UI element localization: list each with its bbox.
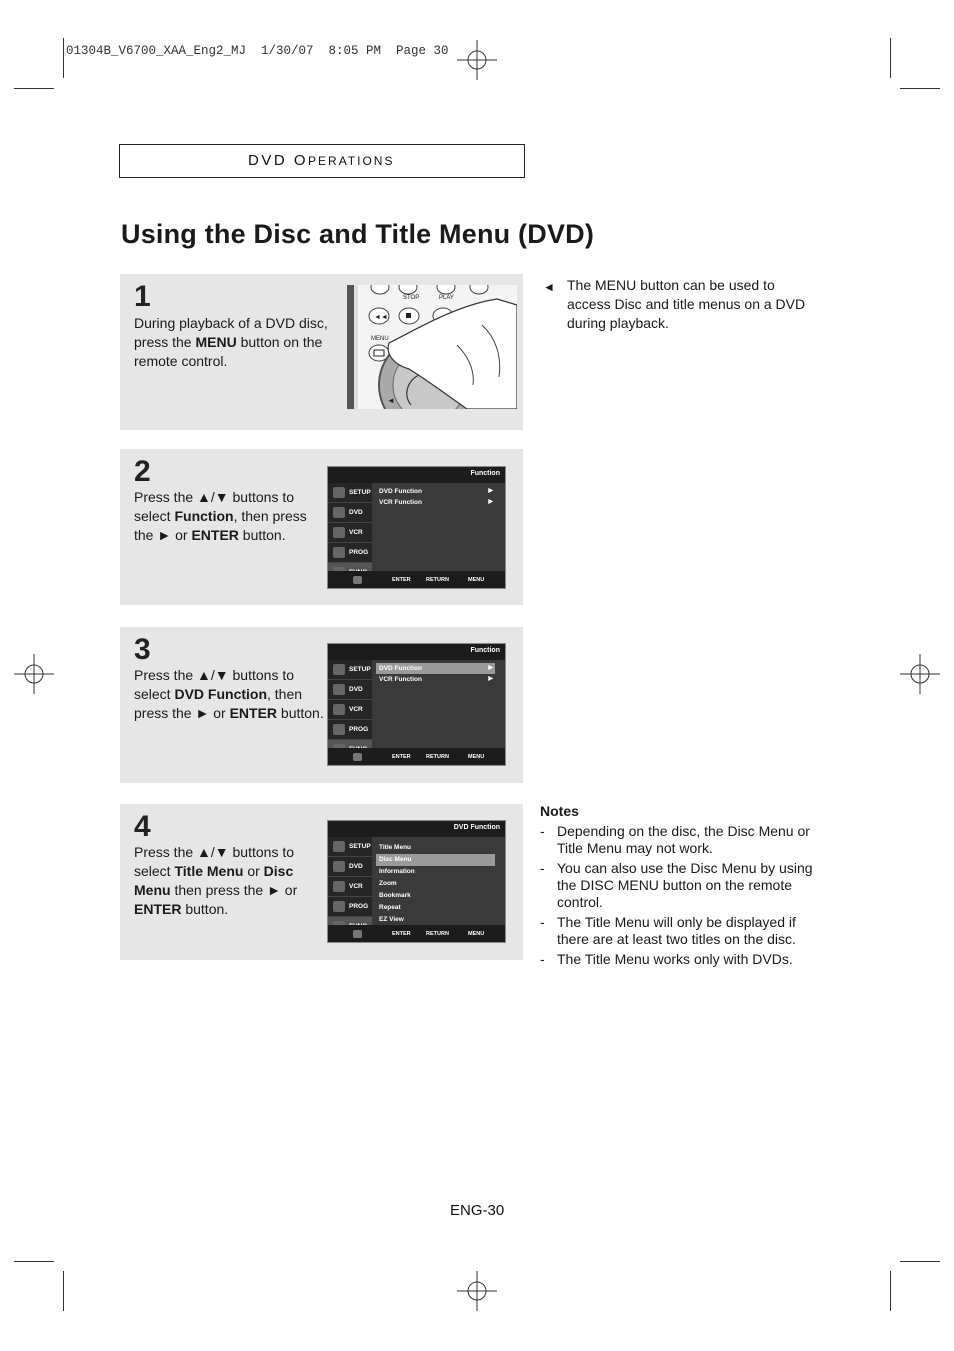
print-slug: 01304B_V6700_XAA_Eng2_MJ 1/30/07 8:05 PM Page 30 bbox=[66, 44, 449, 58]
step-text-bold: Disc Menu bbox=[134, 863, 294, 898]
osd-menu-item-label: Title Menu bbox=[379, 844, 412, 851]
page-title: Using the Disc and Title Menu (DVD) bbox=[121, 219, 595, 249]
osd-sidebar-prog bbox=[328, 897, 372, 917]
setup-gear-icon bbox=[333, 487, 345, 498]
osd-menu-item-selected bbox=[376, 663, 495, 674]
svg-text:◄: ◄ bbox=[387, 396, 395, 405]
registration-mark-icon bbox=[14, 654, 54, 694]
osd-sidebar-dvd bbox=[328, 503, 372, 523]
remote-play-label: PLAY bbox=[439, 295, 454, 301]
osd-sidebar-label: VCR bbox=[349, 529, 363, 536]
section-header bbox=[119, 144, 525, 178]
osd-menu-item-label: Information bbox=[379, 868, 415, 875]
remote-menu-label: MENU bbox=[371, 336, 389, 342]
step-text-part: then press the ► or bbox=[170, 882, 298, 898]
step-instruction bbox=[134, 314, 330, 371]
step-text-part: or bbox=[243, 863, 264, 879]
osd-menu-list bbox=[376, 663, 495, 685]
dvd-disc-icon bbox=[333, 684, 345, 695]
step-number: 4 bbox=[134, 810, 151, 843]
note-item: - Depending on the disc, the Disc Menu or Title Menu may not work. bbox=[540, 823, 830, 857]
step-text-bold: Function bbox=[174, 508, 234, 524]
osd-sidebar-vcr bbox=[328, 523, 372, 543]
osd-header-title: Function bbox=[470, 647, 500, 654]
step-text-part: button on the remote control. bbox=[134, 334, 323, 369]
osd-footer-return: RETURN bbox=[426, 577, 449, 583]
osd-menu-item-label: Disc Menu bbox=[379, 856, 412, 863]
osd-sidebar-prog bbox=[328, 543, 372, 563]
osd-menu-item-label: Repeat bbox=[379, 904, 401, 911]
osd-sidebar-label: DVD bbox=[349, 863, 363, 870]
crop-mark bbox=[63, 38, 64, 78]
step-text-part: button. bbox=[181, 901, 229, 917]
osd-menu-item bbox=[376, 902, 495, 914]
osd-menu-item-label: Bookmark bbox=[379, 892, 411, 899]
osd-screen-function bbox=[327, 466, 506, 589]
step-text-part: button. bbox=[238, 527, 286, 543]
osd-menu-item bbox=[376, 878, 495, 890]
note-item: - The Title Menu will only be displayed if there are at least two titles on the disc. bbox=[540, 914, 830, 948]
step-text-part: Press the ▲/▼ buttons to select bbox=[134, 489, 295, 524]
osd-footer-menu: MENU bbox=[468, 577, 485, 583]
osd-header-bar bbox=[328, 821, 505, 837]
osd-footer-bar bbox=[328, 925, 505, 942]
note-item: - You can also use the Disc Menu by using the DISC MENU button on the remote control. bbox=[540, 860, 830, 911]
crop-mark bbox=[14, 1261, 54, 1262]
registration-mark-icon bbox=[457, 40, 497, 80]
osd-footer-enter: ENTER bbox=[392, 931, 411, 937]
step-text-part: , then press the ► or bbox=[134, 508, 307, 543]
osd-header-title: Function bbox=[470, 470, 500, 477]
nav-pad-icon bbox=[353, 576, 362, 584]
osd-sidebar-setup bbox=[328, 660, 372, 680]
osd-sidebar-prog bbox=[328, 720, 372, 740]
osd-footer-return: RETURN bbox=[426, 931, 449, 937]
osd-sidebar-label: VCR bbox=[349, 883, 363, 890]
osd-sidebar-dvd bbox=[328, 680, 372, 700]
osd-sidebar-label: PROG bbox=[349, 903, 369, 910]
prog-clock-icon bbox=[333, 724, 345, 735]
step-3-panel bbox=[120, 627, 523, 783]
step-text-bold: DVD Function bbox=[174, 686, 268, 702]
step-2-panel bbox=[120, 449, 523, 605]
osd-sidebar-vcr bbox=[328, 877, 372, 897]
prog-clock-icon bbox=[333, 901, 345, 912]
osd-sidebar-label: PROG bbox=[349, 549, 369, 556]
crop-mark bbox=[63, 1271, 64, 1311]
vcr-tape-icon bbox=[333, 704, 345, 715]
step-text-part: , then press the ► or bbox=[134, 686, 303, 721]
osd-menu-item bbox=[376, 842, 495, 854]
step-number: 2 bbox=[134, 455, 151, 488]
osd-menu-list bbox=[376, 842, 495, 926]
osd-menu-item-label: DVD Function bbox=[379, 665, 422, 672]
step-number: 3 bbox=[134, 633, 151, 666]
step-instruction bbox=[134, 666, 330, 723]
side-note-text: The MENU button can be used to access Disc and title menus on a DVD during playback. bbox=[567, 277, 806, 331]
prog-clock-icon bbox=[333, 547, 345, 558]
step-text-bold: ENTER bbox=[134, 901, 182, 917]
osd-menu-item bbox=[376, 866, 495, 878]
registration-mark-icon bbox=[457, 1271, 497, 1311]
arrow-right-icon: ▶ bbox=[488, 488, 493, 494]
crop-mark bbox=[900, 1261, 940, 1262]
osd-menu-item-label: VCR Function bbox=[379, 676, 422, 683]
osd-menu-item bbox=[376, 890, 495, 902]
step-number: 1 bbox=[134, 280, 151, 313]
osd-menu-item bbox=[376, 497, 495, 508]
osd-sidebar-label: SETUP bbox=[349, 843, 371, 850]
osd-menu-item-label: DVD Function bbox=[379, 488, 422, 495]
step-4-panel bbox=[120, 804, 523, 960]
svg-text:◄◄: ◄◄ bbox=[374, 314, 388, 321]
osd-header-bar bbox=[328, 644, 505, 660]
vcr-tape-icon bbox=[333, 881, 345, 892]
notes-list bbox=[540, 823, 830, 968]
osd-header-bar bbox=[328, 467, 505, 483]
nav-pad-icon bbox=[353, 753, 362, 761]
crop-mark bbox=[890, 1271, 891, 1311]
remote-hand-icon bbox=[347, 285, 517, 409]
osd-footer-menu: MENU bbox=[468, 931, 485, 937]
osd-header-title: DVD Function bbox=[453, 824, 500, 831]
osd-sidebar-vcr bbox=[328, 700, 372, 720]
osd-menu-item-selected bbox=[376, 854, 495, 866]
step-text-bold: MENU bbox=[195, 334, 237, 350]
crop-mark bbox=[14, 88, 54, 89]
notes-section bbox=[540, 803, 830, 971]
registration-mark-icon bbox=[900, 654, 940, 694]
step-text-part: Press the ▲/▼ buttons to select bbox=[134, 667, 295, 702]
step-text-bold: Title Menu bbox=[174, 863, 244, 879]
osd-screen-function-selected bbox=[327, 643, 506, 766]
remote-stop-label: STOP bbox=[403, 295, 420, 301]
osd-sidebar-label: SETUP bbox=[349, 666, 371, 673]
osd-sidebar-setup bbox=[328, 837, 372, 857]
osd-menu-item-label: VCR Function bbox=[379, 499, 422, 506]
step-1-panel bbox=[120, 274, 523, 430]
osd-sidebar-label: PROG bbox=[349, 726, 369, 733]
arrow-right-icon: ▶ bbox=[488, 665, 493, 671]
section-header-first: DVD O bbox=[248, 152, 309, 169]
osd-footer-return: RETURN bbox=[426, 754, 449, 760]
section-header-rest: PERATIONS bbox=[308, 154, 395, 168]
osd-sidebar bbox=[328, 483, 372, 571]
dvd-disc-icon bbox=[333, 861, 345, 872]
osd-footer-bar bbox=[328, 571, 505, 588]
arrow-right-icon: ▶ bbox=[488, 676, 493, 682]
setup-gear-icon bbox=[333, 664, 345, 675]
page-number: ENG-30 bbox=[450, 1202, 505, 1219]
osd-sidebar-dvd bbox=[328, 857, 372, 877]
vcr-tape-icon bbox=[333, 527, 345, 538]
osd-footer-enter: ENTER bbox=[392, 577, 411, 583]
step-instruction bbox=[134, 488, 330, 545]
osd-sidebar-label: DVD bbox=[349, 686, 363, 693]
osd-footer-enter: ENTER bbox=[392, 754, 411, 760]
crop-mark bbox=[900, 88, 940, 89]
nav-pad-icon bbox=[353, 930, 362, 938]
step-text-part: button. bbox=[277, 705, 324, 721]
crop-mark bbox=[890, 38, 891, 78]
notes-title: Notes bbox=[540, 803, 579, 819]
osd-menu-item bbox=[376, 674, 495, 685]
dvd-disc-icon bbox=[333, 507, 345, 518]
osd-footer-bar bbox=[328, 748, 505, 765]
setup-gear-icon bbox=[333, 841, 345, 852]
osd-sidebar-setup bbox=[328, 483, 372, 503]
step-text-part: During playback of a DVD disc, press the bbox=[134, 315, 328, 350]
remote-control-illustration bbox=[347, 285, 517, 409]
osd-menu-item bbox=[376, 486, 495, 497]
note-item: - The Title Menu works only with DVDs. bbox=[540, 951, 830, 968]
osd-sidebar-label: SETUP bbox=[349, 489, 371, 496]
osd-menu-list bbox=[376, 486, 495, 508]
step-instruction bbox=[134, 843, 314, 919]
step-text-bold: ENTER bbox=[191, 527, 239, 543]
osd-sidebar-label: DVD bbox=[349, 509, 363, 516]
step-text-bold: ENTER bbox=[229, 705, 278, 721]
osd-sidebar bbox=[328, 660, 372, 748]
arrow-right-icon: ▶ bbox=[488, 499, 493, 505]
osd-menu-item-label: Zoom bbox=[379, 880, 397, 887]
osd-footer-menu: MENU bbox=[468, 754, 485, 760]
step-text-part: Press the ▲/▼ buttons to select bbox=[134, 844, 295, 879]
pointer-triangle-icon: ◄ bbox=[543, 280, 555, 294]
osd-sidebar bbox=[328, 837, 372, 925]
osd-sidebar-label: VCR bbox=[349, 706, 363, 713]
osd-menu-item-label: EZ View bbox=[379, 916, 404, 923]
osd-screen-dvd-function bbox=[327, 820, 506, 943]
